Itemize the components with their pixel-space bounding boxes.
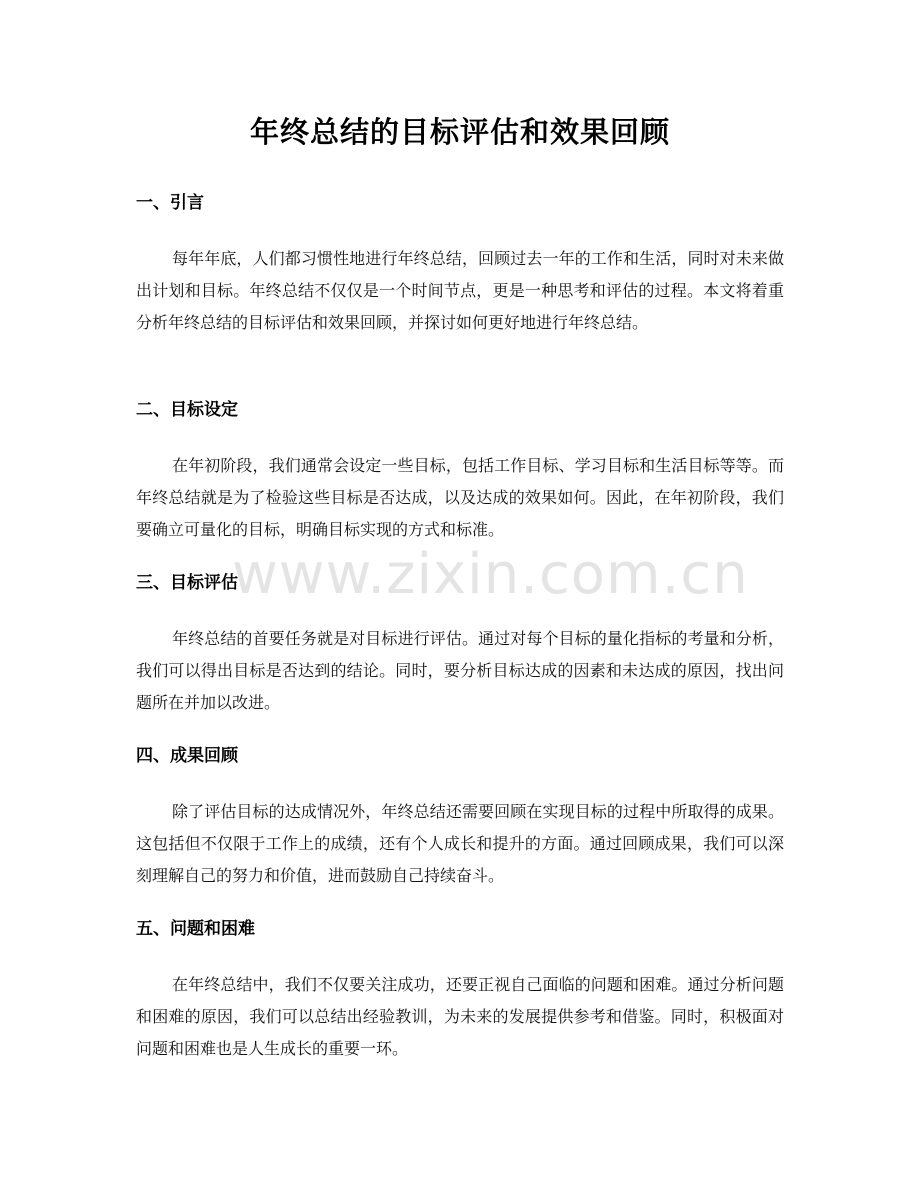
watermark-text: www.zixin.com.cn [232, 542, 749, 607]
section-results-review [136, 741, 784, 892]
section-paragraph: 每年年底，人们都习惯性地进行年终总结，回顾过去一年的工作和生活，同时对未来做出计划和目标。年终总结不仅仅是一个时间节点，更是一种思考和评估的过程。本文将着重分析年终总结的目标评估和效果回顾，并探讨如何更好地进行年终总结。 [136, 249, 784, 332]
section-heading: 一、引言 [136, 193, 204, 213]
section-heading: 五、问题和困难 [136, 919, 255, 939]
document-title: 年终总结的目标评估和效果回顾 [249, 115, 670, 149]
section-heading: 二、目标设定 [136, 400, 238, 420]
section-paragraph: 除了评估目标的达成情况外，年终总结还需要回顾在实现目标的过程中所取得的成果。这包括但不仅限于工作上的成绩，还有个人成长和提升的方面。通过回顾成果，我们可以深刻理解自己的努力和价值，进而鼓励自己持续奋斗。 [136, 802, 784, 885]
section-paragraph: 在年初阶段，我们通常会设定一些目标，包括工作目标、学习目标和生活目标等等。而年终总结就是为了检验这些目标是否达成，以及达成的效果如何。因此，在年初阶段，我们要确立可量化的目标，明确目标实现的方式和标准。 [136, 456, 784, 539]
section-paragraph: 年终总结的首要任务就是对目标进行评估。通过对每个目标的量化指标的考量和分析，我们可以得出目标是否达到的结论。同时，要分析目标达成的因素和未达成的原因，找出问题所在并加以改进。 [136, 629, 784, 712]
section-heading: 三、目标评估 [136, 573, 238, 593]
section-goal-evaluation [136, 568, 784, 719]
section-problems-difficulties [136, 914, 784, 1065]
section-paragraph: 在年终总结中，我们不仅要关注成功，还要正视自己面临的问题和困难。通过分析问题和困难的原因，我们可以总结出经验教训，为未来的发展提供参考和借鉴。同时，积极面对问题和困难也是人生成长的重要一环。 [136, 975, 784, 1058]
section-goal-setting [136, 395, 784, 546]
section-introduction [136, 188, 784, 339]
section-heading: 四、成果回顾 [136, 746, 238, 766]
